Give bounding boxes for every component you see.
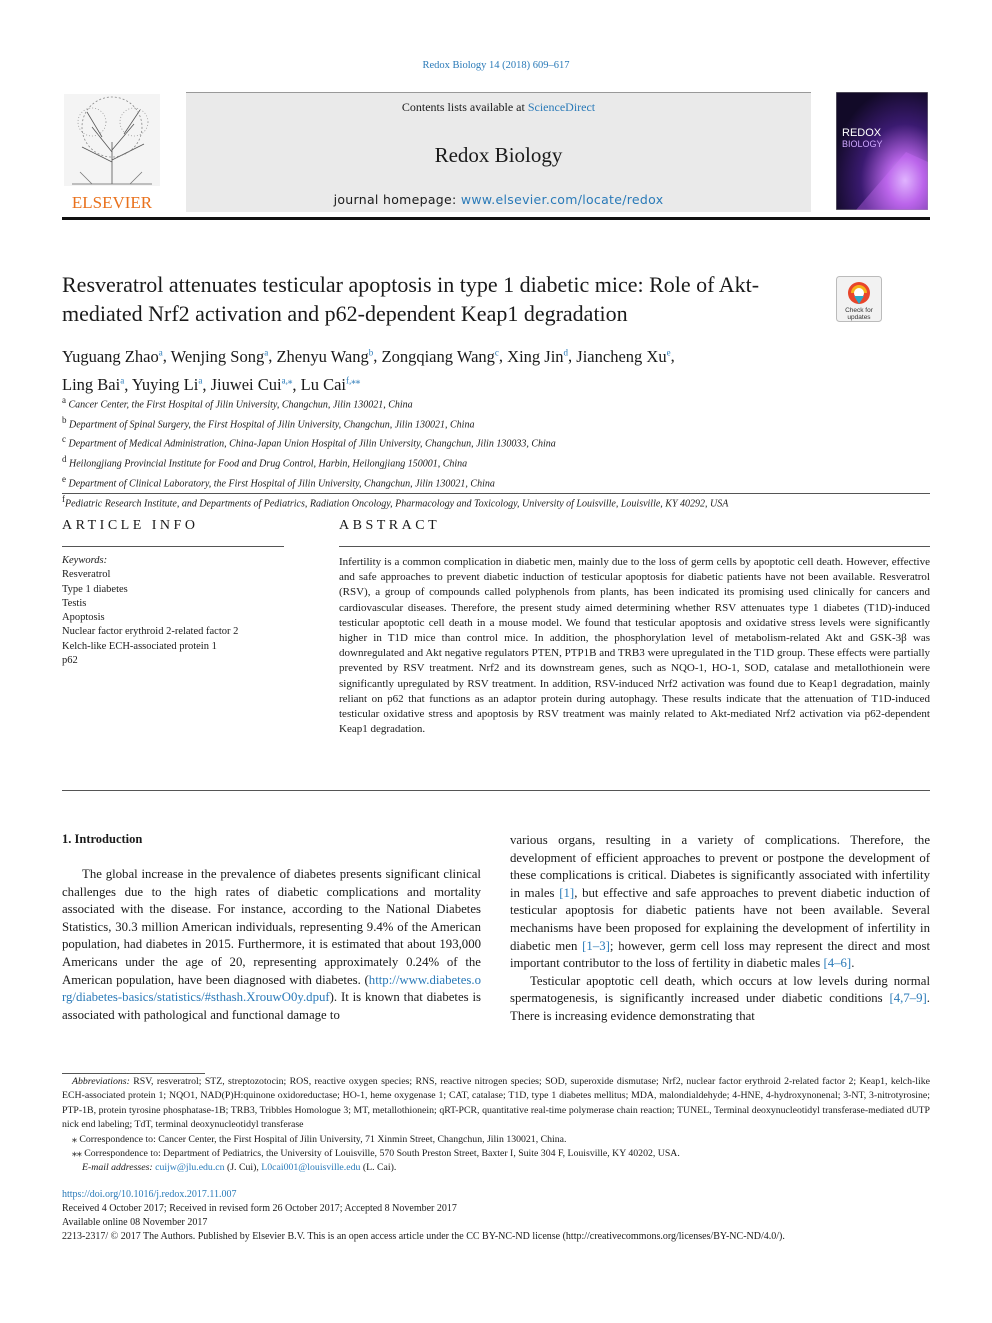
keyword: Testis: [62, 597, 87, 609]
header-rule: [62, 217, 930, 220]
keyword: Type 1 diabetes: [62, 583, 128, 595]
affiliations-rule: [62, 493, 930, 494]
svg-text:updates: updates: [847, 314, 871, 321]
footnotes: [62, 1075, 930, 1176]
intro-paragraph: various organs, resulting in a variety of complications. Therefore, the development of efficient approaches to prevent or postpone the development of these complications is critical. Diabetes is significantly associated with infertility in males [1], but effective and safe approaches to prevent diabetic induction of testicular apoptosis for diabetic patients have not been available. Several mechanisms have been proposed for explaining the development of infertility in diabetic men [1–3]; however, germ cell loss may represent the direct and most important contributor to the loss of fertility in diabetic males [4–6].: [510, 833, 930, 971]
correspondence-footnote: ⁎ Correspondence to: Cancer Center, the First Hospital of Jilin University, 71 Xinmin Street, Changchun, Jilin 130021, China.: [72, 1133, 567, 1145]
crossmark-badge[interactable]: [836, 276, 882, 322]
available-online: Available online 08 November 2017: [62, 1217, 208, 1228]
keyword: Resveratrol: [62, 569, 111, 581]
doi-link[interactable]: https://doi.org/10.1016/j.redox.2017.11.007: [62, 1189, 237, 1200]
homepage-prefix: journal homepage:: [333, 192, 461, 207]
correspondence-footnote: ⁎⁎ Correspondence to: Department of Pediatrics, the University of Louisville, 570 South Preston Street, Baxter I, Suite 304 F, Louisville, KY 40202, USA.: [72, 1148, 680, 1160]
sciencedirect-link[interactable]: ScienceDirect: [527, 100, 596, 114]
svg-text:REDOX: REDOX: [842, 127, 882, 139]
license-text: 2213-2317/ © 2017 The Authors. Published by Elsevier B.V. This is an open access article under the CC BY-NC-ND license (http://creativecommons.org/licenses/BY-NC-ND/4.0/).: [62, 1231, 785, 1242]
svg-text:Check for: Check for: [845, 307, 873, 314]
author[interactable]: Zongqiang Wang$^c$: [381, 346, 499, 366]
keyword: Nuclear factor erythroid 2-related factor 2: [62, 626, 239, 638]
homepage-link[interactable]: www.elsevier.com/locate/redox: [460, 192, 664, 207]
author-list: Yuguang Zhao$^a$, Wenjing Song$^a$, Zhenyu Wang$^b$, Zongqiang Wang$^c$, Xing Jin$^d$, Jiancheng Xu$^e$, Ling Bai$^a$, Yuying Li$^a$, Jiuwei Cui$^{a,⁎}$, Lu Cai$^{f,⁎⁎}$: [62, 346, 675, 394]
reference-link[interactable]: [4–6]: [823, 956, 852, 971]
abbreviations-footnote: Abbreviations: RSV, resveratrol; STZ, streptozotocin; ROS, reactive oxygen species; RNS, reactive nitrogen species; SOD, superoxide dismutase; Nrf2, nuclear factor erythroid 2-related factor 2; Keap1, kelch-like ECH-associated protein 1; NQO1, NAD(P)H:quinone oxidoreductase; HO-1, heme oxygenase 1; CAT, catalase; T1D, type 1 diabetes mellitus; MDA, malondialdehyde; 4-HNE, 4-hydroxynonenal; 3-NT, 3-nitrotyrosine; PTP-1B, protein tyrosine phosphatase-1B; TRB3, Tribbles Homologue 3; MT, metallothionein; qRT-PCR, quantitative real-time polymerase chain reaction; TUNEL, Terminal deoxynucleotidyl transferase-mediated dUTP nick end labeling; TdT, terminal deoxynucleotidyl transferase: [62, 1076, 930, 1131]
abstract-heading: ABSTRACT: [339, 518, 441, 533]
article-title: Resveratrol attenuates testicular apoptosis in type 1 diabetic mice: Role of Akt-mediated Nrf2 activation and p62-dependent Keap1 degradation: [62, 272, 760, 326]
affiliation: $^f$Pediatric Research Institute, and Departments of Pediatrics, Radiation Oncology, Pharmacology and Toxicology, University of Louisville, Louisville, KY 40292, USA: [62, 493, 729, 509]
affiliation: $^d$ Heilongjiang Provincial Institute for Food and Drug Control, Harbin, Heilongjiang 150001, China: [62, 454, 468, 470]
author[interactable]: Jiancheng Xu$^e$: [576, 346, 671, 366]
journal-cover-thumbnail[interactable]: [836, 92, 928, 210]
journal-cover-image: [836, 92, 928, 210]
abstract-rule: [339, 546, 930, 547]
reference-link[interactable]: [1]: [559, 885, 575, 900]
affiliation: $^e$ Department of Clinical Laboratory, the First Hospital of Jilin University, Changchun, Jilin 130021, China: [62, 473, 495, 490]
diabetes-stats-link[interactable]: http://www.diabetes.org/diabetes-basics/statistics/#sthash.XrouwO0y.dpuf: [62, 972, 481, 1005]
email-link[interactable]: L0cai001@louisville.edu: [261, 1162, 361, 1174]
abstract-bottom-rule: [62, 790, 930, 791]
svg-text:BIOLOGY: BIOLOGY: [842, 139, 883, 149]
reference-link[interactable]: [4,7–9]: [889, 991, 927, 1006]
intro-paragraph: Testicular apoptotic cell death, which occurs at low levels during normal spermatogenesis, is significantly increased under diabetic conditions [4,7–9]. There is increasing evidence demonstrating that: [510, 973, 930, 1023]
svg-text:ELSEVIER: ELSEVIER: [71, 193, 153, 212]
keywords-label: Keywords:: [62, 555, 108, 566]
author[interactable]: Wenjing Song$^a$: [170, 346, 269, 366]
received-dates: Received 4 October 2017; Received in revised form 26 October 2017; Accepted 8 November 2017: [62, 1203, 457, 1214]
email-link[interactable]: cuijw@jlu.edu.cn: [155, 1162, 225, 1174]
author[interactable]: Yuying Li$^a$: [131, 375, 203, 394]
intro-paragraph-text: ). It is known that diabetes is associated with pathological and functional damage to: [62, 990, 481, 1022]
affiliation: $^c$ Department of Medical Administration, China-Japan Union Hospital of Jilin University, Changchun, Jilin 130033, China: [62, 434, 556, 450]
elsevier-logo[interactable]: [62, 92, 162, 212]
contents-line: [186, 100, 811, 115]
author[interactable]: Zhenyu Wang$^b$: [276, 346, 374, 366]
section-heading-introduction: 1. Introduction: [62, 832, 143, 846]
journal-homepage: [186, 192, 811, 207]
email-footnote: E-mail addresses: cuijw@jlu.edu.cn (J. Cui), L0cai001@louisville.edu (L. Cai).: [82, 1162, 397, 1174]
intro-left-column: [62, 866, 481, 1024]
affiliation: $^a$ Cancer Center, the First Hospital of Jilin University, Changchun, Jilin 130021, China: [62, 395, 413, 411]
contents-prefix: Contents lists available at: [401, 100, 528, 114]
footnote-rule: [62, 1073, 205, 1074]
journal-citation[interactable]: Redox Biology 14 (2018) 609–617: [422, 60, 570, 71]
journal-name: Redox Biology: [434, 143, 563, 167]
keyword: Apoptosis: [62, 612, 105, 624]
author[interactable]: Yuguang Zhao$^a$: [62, 346, 163, 366]
reference-link[interactable]: [1–3]: [582, 938, 610, 953]
elsevier-tree-icon: [62, 92, 162, 212]
author[interactable]: Ling Bai$^a$: [62, 375, 125, 394]
keyword: p62: [62, 655, 78, 667]
author[interactable]: Xing Jin$^d$: [507, 346, 569, 366]
article-info-heading: ARTICLE INFO: [62, 518, 199, 533]
keywords-list: [62, 554, 284, 668]
intro-right-column: [510, 832, 930, 1026]
affiliation: $^b$ Department of Spinal Surgery, the First Hospital of Jilin University, Changchun, Jilin 130021, China: [62, 414, 475, 431]
author[interactable]: Jiuwei Cui$^{a,⁎}$: [210, 375, 293, 394]
abstract-text: Infertility is a common complication in diabetic men, mainly due to the loss of germ cells by apoptotic cell death. However, effective and safe approaches to prevent diabetic induction of testicular apoptosis for diabetic patients have not been available. Resveratrol (RSV), a group of compounds called polyphenols from plants, has been indicated its promising used clinically for cancers and cardiovascular diseases. Therefore, the present study aimed determining whether RSV attenuates type 1 diabetes (T1D)-induced testicular apoptotic cell death in a mouse model. We found that testicular apoptosis and oxidative stress levels were significantly higher in T1D mice than control mice. In addition, the phosphorylation level of metabolism-related Akt and GSK-3β was downregulated and Akt negative regulators PTEN, PTP1B and TRB3 were upregulated in the T1D group. These effects were partially prevented by RSV treatment. Nrf2 and its downstream genes, such as NQO-1, HO-1, SOD, catalase and metallothionein were significantly upregulated by RSV treatment. In addition, RSV-induced Nrf2 activation was found due to Keap1 degradation, mainly reliant on p62 that functions as an adaptor protein during autophagy. These results indicate that the attenuation of T1D-induced testicular oxidative stress and apoptosis by RSV treatment was mainly related to Akt-mediated Nrf2 activation via p62-dependent Keap1 degradation.: [339, 556, 930, 736]
intro-paragraph-text: The global increase in the prevalence of diabetes presents significant clinical challenges due to the high rates of diabetic complications and mortality associated with the disease. For instance, according to the National Diabetes Statistics, 30.3 million American individuals, representing 9.4% of the American population, had diabetes in 2015. Furthermore, it is estimated that about 193,000 Americans under the age of 20, representing approximately 0.24% of the American population, have been diagnosed with diabetes. (: [62, 867, 481, 987]
article-info-rule: [62, 546, 284, 547]
crossmark-icon: [836, 276, 882, 322]
keyword: Kelch-like ECH-associated protein 1: [62, 640, 217, 652]
author[interactable]: Lu Cai$^{f,⁎⁎}$: [300, 375, 361, 394]
article-metadata: [62, 1188, 930, 1244]
